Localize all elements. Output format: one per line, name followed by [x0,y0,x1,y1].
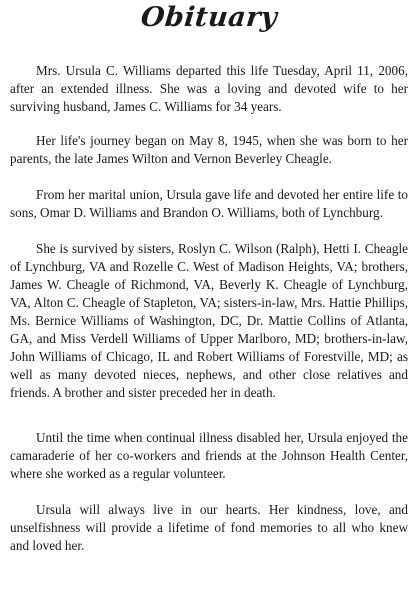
paragraph-death-notice: Mrs. Ursula C. Williams departed this life Tuesday, April 11, 2006, after an extended illness. She was a loving and devoted wife to her surviving husband, James C. Williams for 34 years. [10,63,408,114]
paragraph-family: From her marital union, Ursula gave life and devoted her entire life to sons, Omar D. Williams and Brandon O. Williams, both of Lynchburg. [10,187,408,220]
obituary-title: Obituary [139,2,279,33]
paragraph-birth: Her life's journey began on May 8, 1945, when she was born to her parents, the late James Wilton and Vernon Beverley Cheagle. [10,133,408,166]
paragraph-memories: Ursula will always live in our hearts. Her kindness, love, and unselfishness will provide a lifetime of fond memories to all who knew and loved her. [10,502,408,553]
paragraph-survivors: She is survived by sisters, Roslyn C. Wilson (Ralph), Hetti I. Cheagle of Lynchburg, VA and Rozelle C. West of Madison Heights, VA; brothers, James W. Cheagle of Richmond, VA, Beverly K. Cheagle of Lynchburg, VA, Alton C. Cheagle of Stapleton, VA; sisters-in-law, Mrs. Hattie Phillips, Ms. Bernice Williams of Washington, DC, Dr. Mattie Collins of Atlanta, GA, and Miss Verdell Williams of Upper Marlboro, MD; brothers-in-law, John Williams of Chicago, IL and Robert Williams of Forestville, MD; as well as many devoted nieces, nephews, and other close relatives and friends. A brother and sister preceded her in death. [10,241,408,400]
paragraph-volunteer: Until the time when continual illness disabled her, Ursula enjoyed the camaraderie of her co-workers and friends at the Johnson Health Center, where she worked as a regular volunteer. [10,430,408,481]
